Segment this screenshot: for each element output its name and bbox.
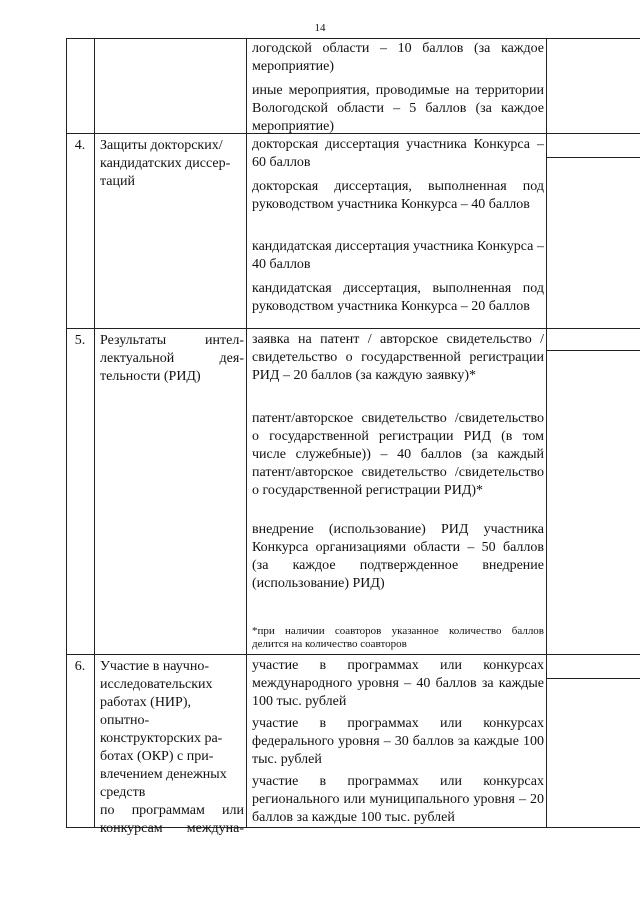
coauthor-note: *при наличии соавторов указанное количество баллов делится на количество соавторов: [252, 625, 544, 650]
criterion-line: опытно-: [100, 713, 150, 728]
row-item: докторская диссертация участника Конкурса – 60 баллов: [252, 137, 544, 170]
criteria-table: [66, 38, 640, 836]
row-item: участие в программах или конкурсах международного уровня – 40 баллов за каждые 100 тыс. рублей: [252, 658, 544, 709]
row-divider: [66, 654, 640, 655]
score-cell-line: [546, 350, 640, 351]
row-criterion: [100, 332, 244, 386]
row-criterion: [100, 658, 244, 838]
criterion-line: Участие в научно-: [100, 659, 210, 674]
score-cell-line: [546, 678, 640, 679]
row-item: логодской области – 10 баллов (за каждое мероприятие): [252, 41, 544, 74]
row-item: внедрение (использование) РИД участника Конкурса организациями области – 50 баллов (за каждое подтвержденное внедрение (использование) РИД): [252, 522, 544, 591]
row-item: кандидатская диссертация участника Конкурса – 40 баллов: [252, 239, 544, 272]
criterion-line: влечением денежных: [100, 767, 227, 782]
criterion-line: таций: [100, 174, 135, 189]
table-top-line: [66, 38, 640, 39]
page-number: 14: [314, 22, 326, 34]
row-item: кандидатская диссертация, выполненная под руководством участника Конкурса – 20 баллов: [252, 281, 544, 314]
row-criterion: [100, 137, 244, 191]
row-number: 6.: [74, 659, 86, 674]
criterion-line: работах (НИР),: [100, 695, 191, 710]
criterion-line: по программам или: [100, 803, 244, 818]
criterion-line: средств: [100, 785, 146, 800]
row-item: докторская диссертация, выполненная под руководством участника Конкурса – 40 баллов: [252, 179, 544, 212]
row-item: участие в программах или конкурсах регионального или муниципального уровня – 20 баллов за каждые 100 тыс. рублей: [252, 774, 544, 825]
criterion-line: тельности (РИД): [100, 369, 201, 384]
row-divider: [66, 328, 640, 329]
row-number: 5.: [74, 333, 86, 348]
row-item: участие в программах или конкурсах федерального уровня – 30 баллов за каждые 100 тыс. рублей: [252, 716, 544, 767]
row-item: иные мероприятия, проводимые на территории Вологодской области – 5 баллов (за каждое мероприятие): [252, 83, 544, 134]
criterion-line: исследовательских: [100, 677, 213, 692]
criterion-line: лектуальной дея-: [100, 351, 244, 366]
criterion-line: конструкторских ра-: [100, 731, 223, 746]
column-divider-num: [94, 38, 95, 828]
criterion-line: ботах (ОКР) с при-: [100, 749, 214, 764]
criterion-line: Результаты интел-: [100, 333, 244, 348]
row-item: патент/авторское свидетельство /свидетельство о государственной регистрации РИД (в том числе служебные)) – 40 баллов (за каждый патент/авторское свидетельство /свидетельство о государственной регистрации РИД)*: [252, 411, 544, 498]
table-border-left: [66, 38, 67, 828]
criterion-line: Защиты докторских/: [100, 138, 223, 153]
row-number: 4.: [74, 138, 86, 153]
criterion-line: кандидатских диссер-: [100, 156, 231, 171]
column-divider-criterion: [246, 38, 247, 828]
criterion-line: конкурсам междуна-: [100, 821, 244, 836]
row-item: заявка на патент / авторское свидетельство /свидетельство о государственной регистрации РИД – 20 баллов (за каждую заявку)*: [252, 332, 544, 383]
score-cell-line: [546, 157, 640, 158]
